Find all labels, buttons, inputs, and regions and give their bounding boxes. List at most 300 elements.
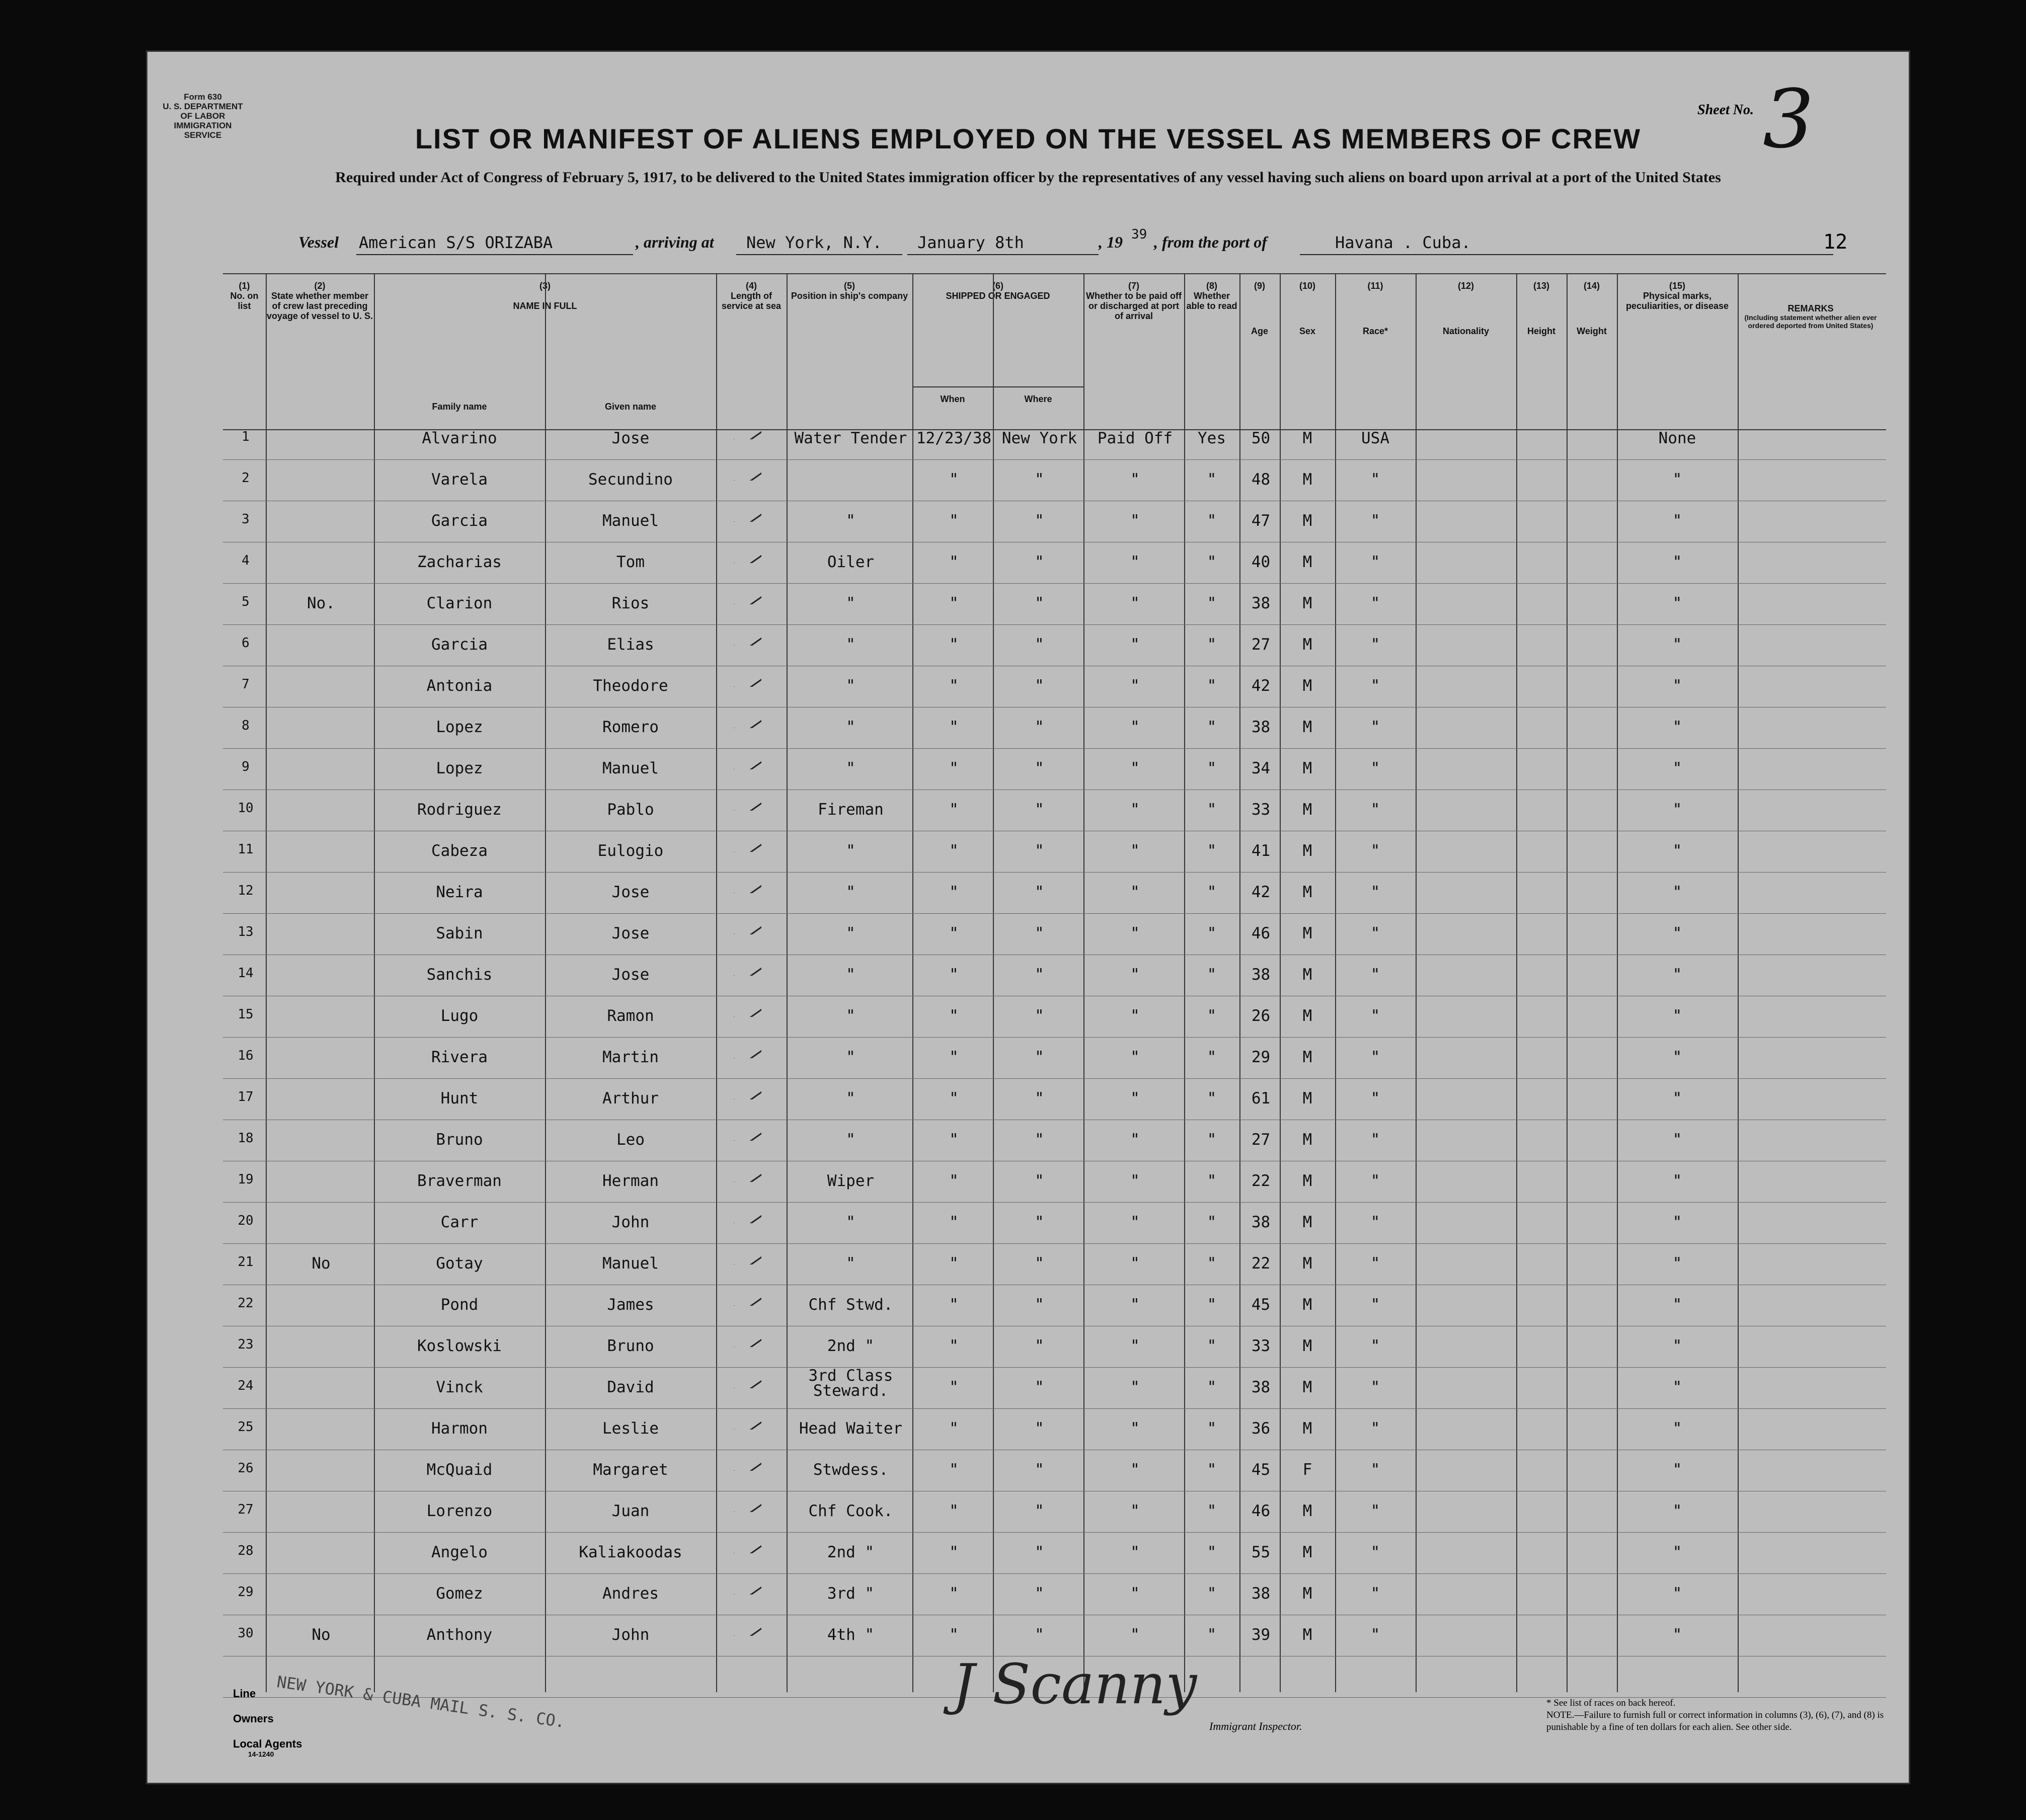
cell-no: 1 [242,429,250,444]
col-header-remarks [1738,303,1884,330]
cell-prev: No [311,1254,331,1273]
cell-when: " [949,470,959,489]
cell-age: 42 [1251,883,1271,901]
from-port-underline [1300,254,1833,255]
cell-given: Herman [602,1172,659,1190]
cell-family: Gomez [436,1585,483,1603]
checkmark-icon [731,589,761,604]
cell-where: " [1035,1007,1044,1025]
cell-position: " [846,842,855,860]
vessel-underline [356,254,633,255]
cell-position: Head Waiter [799,1419,903,1438]
cell-read: " [1207,924,1217,942]
cell-position: " [846,924,855,942]
cell-age: 38 [1251,1378,1271,1396]
cell-given: Jose [611,883,650,901]
cell-paid: " [1130,1461,1140,1479]
column-rule [1416,273,1417,1692]
cell-race: " [1370,1626,1380,1644]
cell-when: " [949,924,959,942]
cell-position: " [846,1048,855,1066]
cell-position: 3rd " [827,1585,875,1603]
col-header-text: Age [1251,326,1268,336]
cell-when: " [949,1419,959,1438]
column-rule [1567,273,1568,1692]
cell-marks: " [1672,636,1682,654]
cell-age: 38 [1251,966,1271,984]
cell-marks: " [1672,470,1682,489]
inspector-label: Immigrant Inspector. [1209,1720,1302,1732]
cell-read: " [1207,1378,1217,1396]
cell-paid: " [1130,924,1140,942]
cell-position: " [846,1213,855,1231]
cell-where: " [1035,1461,1044,1479]
cell-family: Rivera [431,1048,488,1066]
vessel-label: Vessel [298,233,339,251]
record-count: 12 [1823,230,1848,254]
cell-paid: Paid Off [1097,429,1173,447]
cell-sex: M [1302,1131,1312,1149]
cell-race: " [1370,924,1380,942]
cell-no: 22 [238,1296,254,1311]
cell-where: " [1035,1172,1044,1190]
column-rule [1617,273,1618,1692]
col-header-nationality [1416,281,1516,336]
cell-family: Gotay [436,1254,483,1273]
cell-race: " [1370,801,1380,819]
cell-race: " [1370,1089,1380,1107]
cell-race: " [1370,718,1380,736]
company-stamp: NEW YORK & CUBA MAIL S. S. CO. [275,1672,567,1732]
cell-sex: M [1302,1048,1312,1066]
cell-sex: M [1302,759,1312,777]
cell-where: " [1035,1296,1044,1314]
cell-marks: " [1672,883,1682,901]
cell-marks: " [1672,1089,1682,1107]
cell-race: " [1370,677,1380,695]
cell-position: Chf Cook. [808,1502,893,1520]
col-num-label: (15) [1669,281,1685,291]
cell-marks: " [1672,1048,1682,1066]
cell-race: " [1370,1461,1380,1479]
cell-read: " [1207,1337,1217,1355]
row-rule [223,624,1886,625]
checkmark-icon [731,548,761,563]
from-port-label: , from the port of [1154,233,1267,251]
col-num-label: (9) [1254,281,1265,291]
cell-family: Sabin [436,924,483,942]
cell-read: " [1207,1502,1217,1520]
cell-family: Antonia [426,677,493,695]
cell-age: 38 [1251,594,1271,612]
cell-position: Oiler [827,553,875,571]
cell-family: Lugo [440,1007,479,1025]
cell-race: " [1370,1585,1380,1603]
cell-no: 18 [238,1131,254,1146]
local-agents-label: Local Agents [233,1737,302,1750]
cell-age: 22 [1251,1172,1271,1190]
cell-sex: M [1302,842,1312,860]
cell-read: " [1207,1007,1217,1025]
cell-when: " [949,1378,959,1396]
cell-position: Water Tender [794,429,907,447]
column-rule [1738,273,1739,1692]
cell-paid: " [1130,1419,1140,1438]
cell-when: " [949,1089,959,1107]
col-num-label: (12) [1457,281,1474,291]
row-rule [223,913,1886,914]
cell-position: " [846,1254,855,1273]
col-header-race [1335,281,1416,336]
checkmark-icon [731,754,761,769]
cell-read: " [1207,553,1217,571]
cell-read: " [1207,1048,1217,1066]
col-header-text: Position in ship's company [791,291,908,301]
cell-where: " [1035,842,1044,860]
cell-position: 4th " [827,1626,875,1644]
cell-family: Clarion [426,594,493,612]
col-num-label: (11) [1367,281,1383,291]
cell-when: " [949,1543,959,1561]
checkmark-icon [731,1002,761,1017]
column-rule [1516,273,1517,1692]
col-header-text: SHIPPED OR ENGAGED [946,291,1050,301]
cell-no: 25 [238,1419,254,1435]
checkmark-icon [731,837,761,852]
cell-family: Harmon [431,1419,488,1438]
cell-age: 42 [1251,677,1271,695]
cell-when: " [949,759,959,777]
cell-paid: " [1130,1007,1140,1025]
cell-sex: M [1302,1543,1312,1561]
checkmark-icon [731,1043,761,1058]
cell-marks: " [1672,1131,1682,1149]
cell-when: " [949,1461,959,1479]
cell-read: " [1207,470,1217,489]
cell-when: " [949,636,959,654]
cell-family: Carr [440,1213,479,1231]
cell-marks: " [1672,1585,1682,1603]
col-header-text: NAME IN FULL [513,301,577,311]
cell-no: 24 [238,1378,254,1393]
row-rule [223,1078,1886,1079]
cell-where: " [1035,1543,1044,1561]
cell-position: " [846,594,855,612]
cell-no: 4 [242,553,250,568]
cell-race: " [1370,470,1380,489]
cell-paid: " [1130,1172,1140,1190]
col-header-text: Length of service at sea [721,291,782,311]
cell-race: " [1370,1543,1380,1561]
cell-race: " [1370,1337,1380,1355]
col-header-age [1239,281,1280,336]
checkmark-icon [731,1167,761,1182]
cell-race: " [1370,1213,1380,1231]
service-name: IMMIGRATION SERVICE [174,121,232,140]
cell-when: 12/23/38 [916,429,992,447]
cell-paid: " [1130,1543,1140,1561]
cell-read: Yes [1198,429,1226,447]
cell-no: 27 [238,1502,254,1517]
checkmark-icon [731,713,761,728]
cell-where: " [1035,801,1044,819]
cell-sex: F [1302,1461,1312,1479]
cell-position: 2nd " [827,1543,875,1561]
cell-where: " [1035,1213,1044,1231]
column-rule [1083,273,1084,1692]
cell-sex: M [1302,1007,1312,1025]
cell-marks: " [1672,718,1682,736]
col-header-paid [1083,281,1184,321]
cell-paid: " [1130,1296,1140,1314]
checkmark-icon [731,1456,761,1471]
cell-when: " [949,1626,959,1644]
cell-given: Jose [611,966,650,984]
cell-marks: " [1672,1626,1682,1644]
cell-sex: M [1302,1089,1312,1107]
cell-no: 17 [238,1089,254,1104]
cell-where: " [1035,718,1044,736]
cell-marks: " [1672,842,1682,860]
col-header-text: No. on list [230,291,259,311]
cell-family: Cabeza [431,842,488,860]
col-header-marks [1617,281,1738,311]
cell-sex: M [1302,1213,1312,1231]
cell-age: 33 [1251,801,1271,819]
cell-given: Jose [611,429,650,447]
cell-paid: " [1130,1378,1140,1396]
cell-where: " [1035,677,1044,695]
cell-no: 13 [238,924,254,939]
cell-race: " [1370,594,1380,612]
row-rule [223,459,1886,460]
arrival-date: January 8th [917,233,1024,252]
cell-given: David [607,1378,654,1396]
cell-prev: No [311,1626,331,1644]
cell-read: " [1207,1089,1217,1107]
cell-sex: M [1302,470,1312,489]
cell-given: Margaret [593,1461,668,1479]
cell-family: Lorenzo [426,1502,493,1520]
cell-age: 33 [1251,1337,1271,1355]
row-rule [223,1408,1886,1409]
cell-position: " [846,718,855,736]
cell-race: " [1370,1172,1380,1190]
cell-read: " [1207,1461,1217,1479]
cell-race: " [1370,966,1380,984]
cell-when: " [949,883,959,901]
cell-no: 8 [242,718,250,733]
cell-given: Manuel [602,1254,659,1273]
cell-marks: " [1672,594,1682,612]
cell-given: Jose [611,924,650,942]
cell-when: " [949,718,959,736]
cell-position: Chf Stwd. [808,1296,893,1314]
cell-given: Juan [611,1502,650,1520]
cell-where: " [1035,512,1044,530]
cell-marks: " [1672,1213,1682,1231]
column-rule [545,273,546,1692]
cell-marks: " [1672,1172,1682,1190]
cell-marks: " [1672,1378,1682,1396]
cell-race: " [1370,1131,1380,1149]
cell-no: 3 [242,512,250,527]
cell-family: Anthony [426,1626,493,1644]
cell-position: " [846,1089,855,1107]
cell-no: 28 [238,1543,254,1558]
cell-read: " [1207,1213,1217,1231]
col-header-text: State whether member of crew last preceding voyage of vessel to U. S. [266,291,373,321]
sheet-number-value: 3 [1763,72,1814,166]
cell-age: 38 [1251,718,1271,736]
cell-no: 29 [238,1585,254,1600]
cell-prev: No. [307,594,335,612]
cell-race: " [1370,1296,1380,1314]
date-underline [907,254,1099,255]
cell-sex: M [1302,677,1312,695]
cell-read: " [1207,759,1217,777]
cell-sex: M [1302,512,1312,530]
cell-read: " [1207,1131,1217,1149]
cell-position: Stwdess. [813,1461,889,1479]
col-header-text: Height [1527,326,1555,336]
cell-where: " [1035,924,1044,942]
checkmark-icon [731,919,761,934]
cell-marks: " [1672,1337,1682,1355]
cell-paid: " [1130,1089,1140,1107]
cell-sex: M [1302,1296,1312,1314]
cell-age: 48 [1251,470,1271,489]
cell-position: " [846,883,855,901]
cell-race: " [1370,1254,1380,1273]
cell-family: Lopez [436,718,483,736]
owners-label: Owners [233,1712,274,1725]
column-rule [912,273,913,1692]
cell-family: Garcia [431,512,488,530]
cell-family: Angelo [431,1543,488,1561]
cell-when: " [949,801,959,819]
cell-position: " [846,1131,855,1149]
cell-paid: " [1130,1048,1140,1066]
cell-given: Martin [602,1048,659,1066]
column-rule [266,273,267,1692]
sheet-number-label: Sheet No. [1697,102,1754,118]
checkmark-icon [731,796,761,811]
col-header-text: Whether to be paid off or discharged at port of arrival [1086,291,1182,321]
cell-given: Manuel [602,759,659,777]
vessel-name: American S/S ORIZABA [359,233,553,252]
col-header-height [1516,281,1567,336]
cell-sex: M [1302,1172,1312,1190]
cell-no: 7 [242,677,250,692]
cell-where: " [1035,594,1044,612]
cell-paid: " [1130,636,1140,654]
cell-when: " [949,1213,959,1231]
inspector-signature: J Scanny [953,1652,1197,1716]
cell-race: " [1370,1378,1380,1396]
vessel-line [298,227,1833,258]
cell-when: " [949,1048,959,1066]
col-header-family: Family name [432,402,487,412]
checkmark-icon [731,1291,761,1306]
cell-age: 47 [1251,512,1271,530]
cell-where: " [1035,553,1044,571]
port-underline [736,254,902,255]
cell-paid: " [1130,966,1140,984]
cell-paid: " [1130,512,1140,530]
cell-paid: " [1130,718,1140,736]
col-num-label: (4) [746,281,757,291]
col-header-no [223,281,266,311]
cell-age: 27 [1251,1131,1271,1149]
col-header-given: Given name [604,402,657,412]
cell-sex: M [1302,883,1312,901]
cell-sex: M [1302,966,1312,984]
checkmark-icon [731,424,761,439]
col-header-text: REMARKS [1787,303,1834,313]
cell-position: " [846,677,855,695]
arrival-port: New York, N.Y. [746,233,882,252]
cell-paid: " [1130,677,1140,695]
cell-read: " [1207,842,1217,860]
cell-read: " [1207,801,1217,819]
column-rule [787,273,788,1692]
checkmark-icon [731,1497,761,1512]
cell-position: " [846,1007,855,1025]
cell-marks: " [1672,1502,1682,1520]
cell-read: " [1207,1254,1217,1273]
cell-race: " [1370,1048,1380,1066]
cell-when: " [949,553,959,571]
cell-family: Neira [436,883,483,901]
row-rule [223,1367,1886,1368]
cell-when: " [949,966,959,984]
cell-read: " [1207,1543,1217,1561]
cell-family: Hunt [440,1089,479,1107]
cell-age: 29 [1251,1048,1271,1066]
cell-read: " [1207,512,1217,530]
row-rule [223,1243,1886,1244]
cell-paid: " [1130,553,1140,571]
page-title: LIST OR MANIFEST OF ALIENS EMPLOYED ON THE VESSEL AS MEMBERS OF CREW [415,123,1642,154]
cell-race: USA [1361,429,1389,447]
cell-marks: " [1672,677,1682,695]
cell-paid: " [1130,1254,1140,1273]
col-header-text: Whether able to read [1186,291,1237,311]
cell-when: " [949,512,959,530]
cell-age: 41 [1251,842,1271,860]
cell-given: Andres [602,1585,659,1603]
cell-paid: " [1130,842,1140,860]
checkmark-icon [731,1208,761,1223]
col-header-text: Race* [1362,326,1388,336]
col-num-label: (1) [239,281,250,291]
cell-no: 16 [238,1048,254,1063]
col-header-sex [1280,281,1335,336]
cell-when: " [949,1296,959,1314]
col-header-text: Weight [1577,326,1607,336]
cell-marks: " [1672,553,1682,571]
cell-given: Manuel [602,512,659,530]
cell-given: Rios [611,594,650,612]
checkmark-icon [731,1621,761,1636]
cell-given: Pablo [607,801,654,819]
cell-no: 30 [238,1626,254,1641]
cell-no: 20 [238,1213,254,1228]
cell-sex: M [1302,924,1312,942]
cell-when: " [949,1172,959,1190]
cell-read: " [1207,1419,1217,1438]
